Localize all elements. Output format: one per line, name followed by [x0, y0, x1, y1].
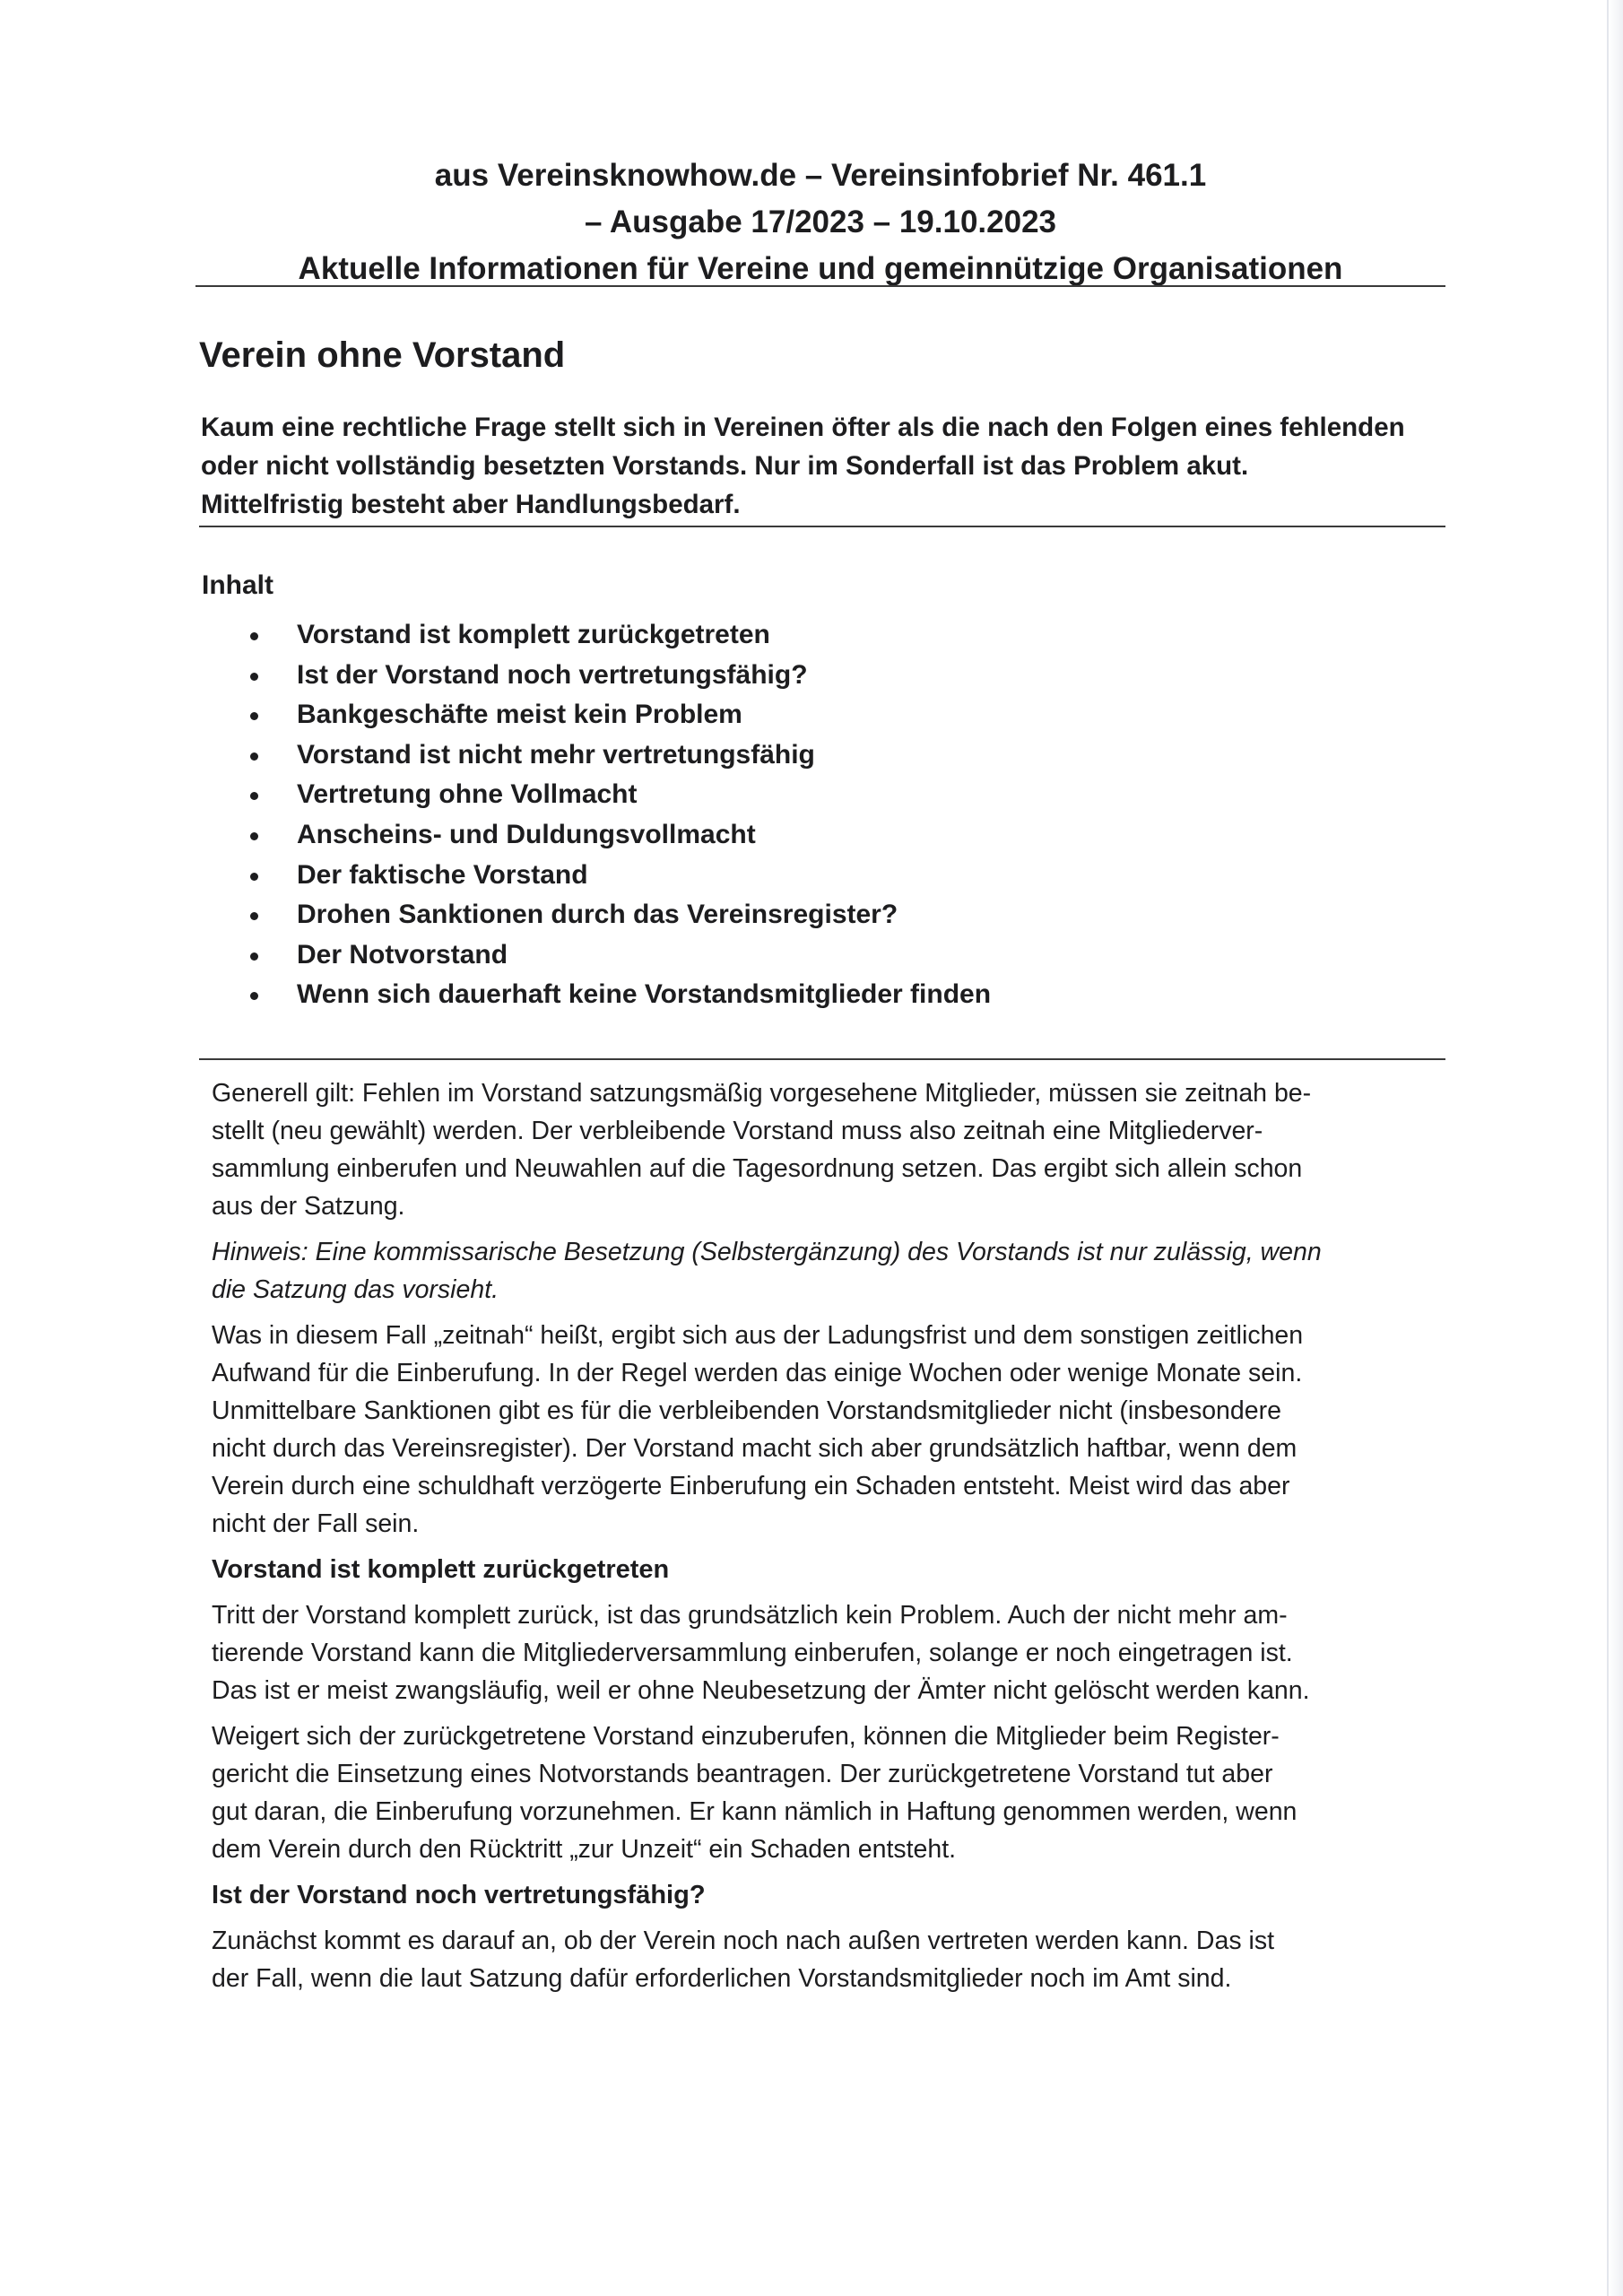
- intro-line: Mittelfristig besteht aber Handlungsbedarf.: [201, 490, 741, 519]
- toc-item: Der faktische Vorstand: [247, 856, 991, 896]
- newsletter-header: [195, 152, 1445, 292]
- article-intro: [201, 408, 1447, 524]
- toc-item: Anscheins- und Duldungsvollmacht: [247, 815, 991, 856]
- header-line-issue: – Ausgabe 17/2023 – 19.10.2023: [584, 204, 1057, 239]
- paragraph-general: Generell gilt: Fehlen im Vorstand satzungsmäßig vorgesehene Mitglieder, müssen sie zeitnah be- stellt (neu gewählt) werden. Der verbleibende Vorstand muss also zeitnah eine Mitgliederver- sammlung einberufen und Neuwahlen auf die Tagesordnung setzen. Das ergibt sich allein schon aus der Satzung.: [212, 1079, 1312, 1221]
- section-heading-representation: Ist der Vorstand noch vertretungsfähig?: [212, 1881, 706, 1909]
- paragraph-representation: Zunächst kommt es darauf an, ob der Verein noch nach außen vertreten werden kann. Das ist der Fall, wenn die laut Satzung dafür erforderlichen Vorstandsmitglieder noch im Amt sind.: [212, 1926, 1274, 1993]
- paragraph-resignation: Tritt der Vorstand komplett zurück, ist das grundsätzlich kein Problem. Auch der nicht mehr am- tierende Vorstand kann die Mitgliederversammlung einberufen, solange er noch eingetragen ist. Das ist er meist zwangsläufig, weil er ohne Neubesetzung der Ämter nicht gelöscht werden kann.: [212, 1601, 1310, 1705]
- toc-item: Vorstand ist nicht mehr vertretungsfähig: [247, 735, 991, 776]
- paragraph-refusal: Weigert sich der zurückgetretene Vorstand einzuberufen, können die Mitglieder beim Register- gericht die Einsetzung eines Notvorstands beantragen. Der zurückgetretene Vorstand tut aber gut daran, die Einberufung vorzunehmen. Er kann nämlich in Haftung genommen werden, wenn dem Verein durch den Rücktritt „zur Unzeit“ ein Schaden entsteht.: [212, 1722, 1298, 1864]
- toc-item: Bankgeschäfte meist kein Problem: [247, 695, 991, 735]
- header-line-source: aus Vereinsknowhow.de – Vereinsinfobrief Nr. 461.1: [434, 158, 1207, 193]
- header-divider: [195, 285, 1445, 287]
- section-heading-resignation: Vorstand ist komplett zurückgetreten: [212, 1555, 670, 1584]
- intro-line: oder nicht vollständig besetzten Vorstands. Nur im Sonderfall ist das Problem akut.: [201, 451, 1249, 481]
- article-title: Verein ohne Vorstand: [199, 335, 566, 375]
- bullet-icon: [250, 673, 258, 681]
- bullet-icon: [250, 873, 258, 881]
- toc-item: Vertretung ohne Vollmacht: [247, 775, 991, 815]
- bullet-icon: [250, 792, 258, 800]
- toc-item: Der Notvorstand: [247, 935, 991, 976]
- header-line-subtitle: Aktuelle Informationen für Vereine und gemeinnützige Organisationen: [298, 251, 1343, 286]
- bullet-icon: [250, 752, 258, 761]
- toc-item: Drohen Sanktionen durch das Vereinsregister?: [247, 895, 991, 935]
- paragraph-timing: Was in diesem Fall „zeitnah“ heißt, ergibt sich aus der Ladungsfrist und dem sonstigen zeitlichen Aufwand für die Einberufung. In der Regel werden das einige Wochen oder wenige Monate sein. Unmittelbare Sanktionen gibt es für die verbleibenden Vorstandsmitglieder nicht (insbesondere nicht durch das Vereinsregister). Der Vorstand macht sich aber grundsätzlich haftbar, wenn dem Verein durch eine schuldhaft verzögerte Einberufung ein Schaden entsteht. Meist wird das aber nicht der Fall sein.: [212, 1321, 1304, 1538]
- paragraph-hint: Hinweis: Eine kommissarische Besetzung (Selbstergänzung) des Vorstands ist nur zulässig, wenn die Satzung das vorsieht.: [212, 1238, 1322, 1304]
- toc-divider: [199, 1058, 1445, 1060]
- toc-item: Vorstand ist komplett zurückgetreten: [247, 615, 991, 656]
- bullet-icon: [250, 992, 258, 1000]
- toc-item: Ist der Vorstand noch vertretungsfähig?: [247, 656, 991, 696]
- article-body: [212, 1074, 1431, 2005]
- toc-label: Inhalt: [202, 570, 273, 600]
- intro-line: Kaum eine rechtliche Frage stellt sich in Vereinen öfter als die nach den Folgen eines fehlenden: [201, 413, 1405, 442]
- bullet-icon: [250, 632, 258, 640]
- bullet-icon: [250, 832, 258, 840]
- bullet-icon: [250, 952, 258, 961]
- toc-item: Wenn sich dauerhaft keine Vorstandsmitglieder finden: [247, 975, 991, 1015]
- table-of-contents: [247, 615, 991, 1015]
- intro-divider: [199, 526, 1445, 527]
- bullet-icon: [250, 712, 258, 720]
- page-edge: [1607, 0, 1623, 2296]
- bullet-icon: [250, 912, 258, 920]
